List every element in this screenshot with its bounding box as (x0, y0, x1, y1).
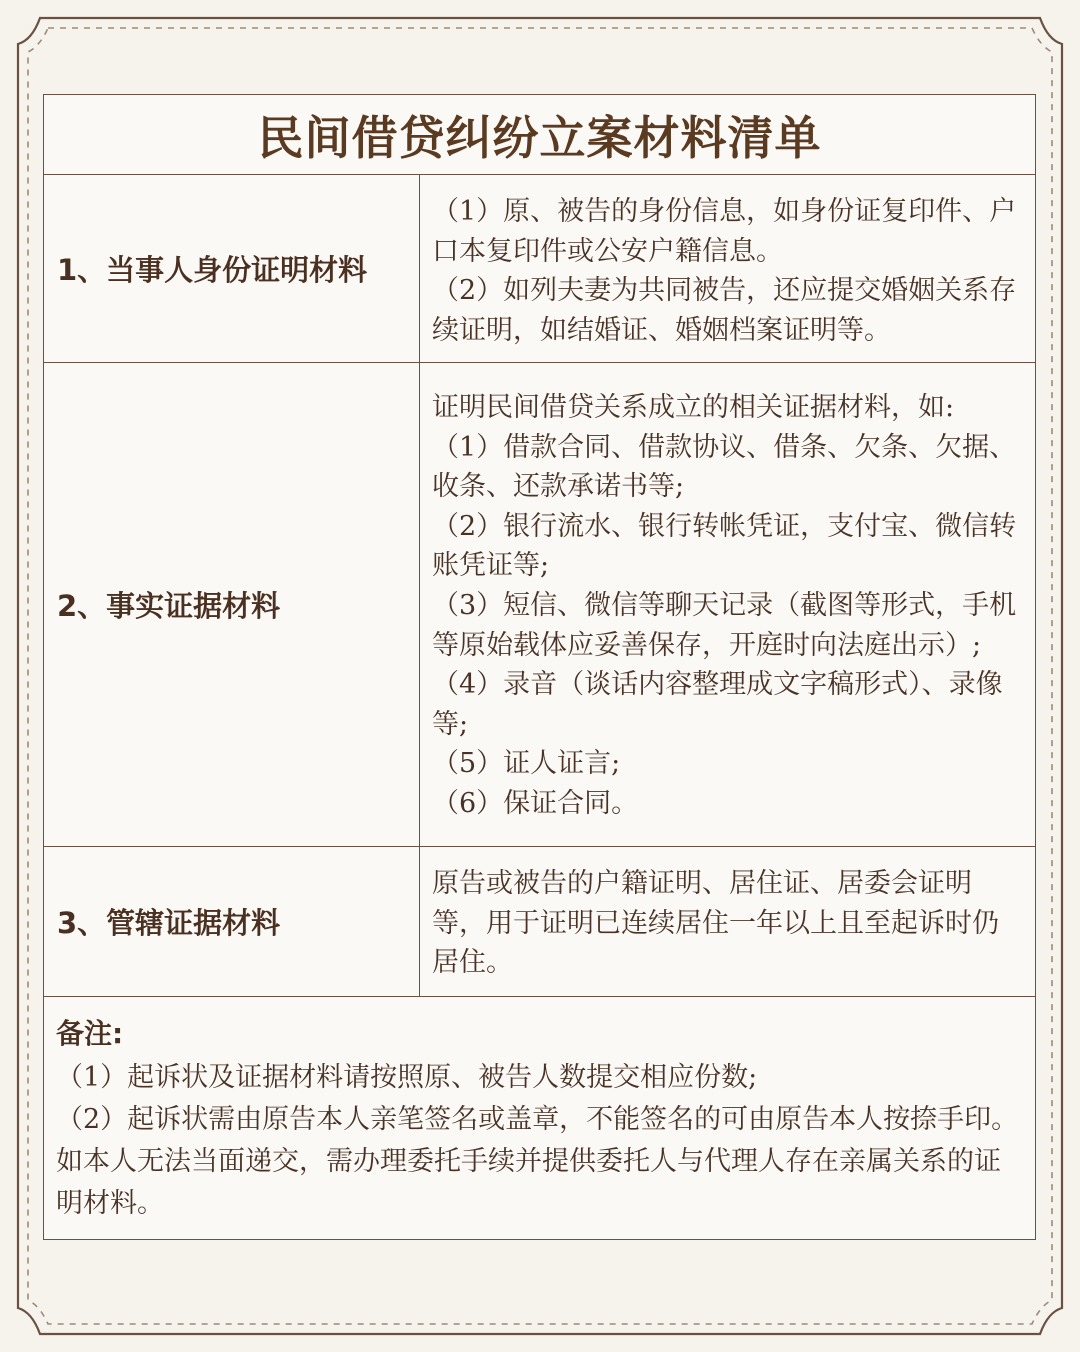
row-label: 1、当事人身份证明材料 (44, 175, 420, 362)
table-row (44, 175, 1035, 363)
notes-section (44, 997, 1035, 1225)
row-label: 3、管辖证据材料 (44, 847, 420, 996)
notes-title: 备注: (56, 1017, 124, 1050)
list-item: （1）原、被告的身份信息，如身份证复印件、户口本复印件或公安户籍信息。 (432, 196, 1017, 267)
table-row (44, 363, 1035, 847)
row-content (420, 363, 1035, 846)
list-item: （1）借款合同、借款协议、借条、欠条、欠据、收条、还款承诺书等; (432, 431, 1017, 503)
list-item: （6）保证合同。 (432, 787, 639, 819)
title-row (44, 95, 1035, 175)
row-content (420, 847, 1035, 996)
row-content (420, 175, 1035, 362)
notes-item: （2）起诉状需由原告本人亲笔签名或盖章，不能签名的可由原告本人按捺手印。如本人无法当面递交，需办理委托手续并提供委托人与代理人存在亲属关系的证明材料。 (56, 1104, 1019, 1219)
list-item: 证明民间借贷关系成立的相关证据材料，如: (432, 392, 955, 423)
list-item: 原告或被告的户籍证明、居住证、居委会证明等，用于证明已连续居住一年以上且至起诉时仍居住。 (432, 868, 999, 979)
page-title: 民间借贷纠纷立案材料清单 (257, 110, 822, 165)
table-row (44, 847, 1035, 997)
list-item: （3）短信、微信等聊天记录（截图等形式，手机等原始载体应妥善保存，开庭时向法庭出示）; (432, 589, 1017, 661)
list-item: （2）如列夫妻为共同被告，还应提交婚姻关系存续证明，如结婚证、婚姻档案证明等。 (432, 275, 1017, 346)
list-item: （2）银行流水、银行转帐凭证，支付宝、微信转账凭证等; (432, 510, 1017, 582)
notes-item: （1）起诉状及证据材料请按照原、被告人数提交相应份数; (56, 1062, 758, 1093)
list-item: （4）录音（谈话内容整理成文字稿形式）、录像等; (432, 669, 1003, 740)
row-label: 2、事实证据材料 (44, 363, 420, 846)
checklist-table (43, 94, 1036, 1240)
list-item: （5）证人证言; (432, 748, 621, 780)
